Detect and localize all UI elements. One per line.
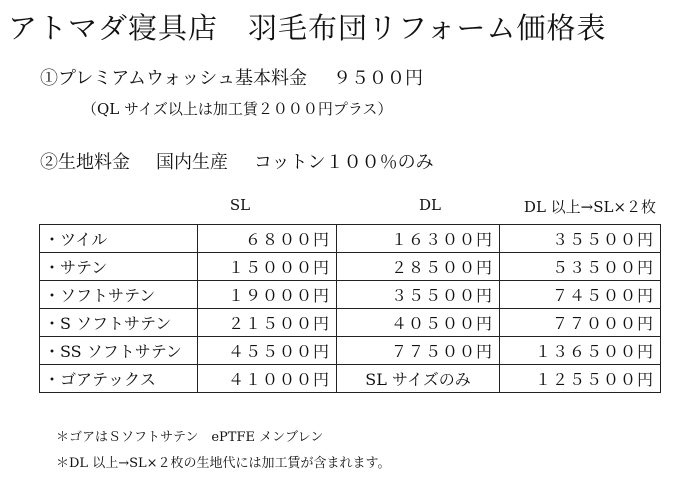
column-header-dl-plus: DL 以上→SL×２枚 xyxy=(523,198,657,216)
price-sl: ２１５００円 xyxy=(198,309,337,337)
fabric-name: ・ゴアテックス xyxy=(40,365,198,393)
price-dl: １６３００円 xyxy=(337,225,500,253)
footnote-gore: ＊ゴアはＳソフトサテン ePTFE メンブレン xyxy=(56,430,324,445)
table-row xyxy=(40,225,661,253)
price-dl: ２８５００円 xyxy=(337,253,500,281)
price-dl-plus: ７４５００円 xyxy=(500,281,661,309)
fabric-origin: 国内生産 xyxy=(156,152,228,173)
fabric-name: ・SS ソフトサテン xyxy=(40,337,198,365)
price-dl: ４０５００円 xyxy=(337,309,500,337)
price-dl: ３５５００円 xyxy=(337,281,500,309)
price-dl-plus: ７７０００円 xyxy=(500,309,661,337)
table-row xyxy=(40,253,661,281)
price-table xyxy=(39,224,661,393)
price-dl-plus: ５３５００円 xyxy=(500,253,661,281)
price-dl: SL サイズのみ xyxy=(337,365,500,393)
fabric-name: ・サテン xyxy=(40,253,198,281)
table-row xyxy=(40,365,661,393)
column-header-dl: DL xyxy=(419,196,441,214)
price-sl: ６８００円 xyxy=(198,225,337,253)
premium-wash-label: ①プレミアムウォッシュ基本料金 xyxy=(40,68,307,89)
fabric-name: ・S ソフトサテン xyxy=(40,309,198,337)
price-dl: ７７５００円 xyxy=(337,337,500,365)
price-dl-plus: １３６５００円 xyxy=(500,337,661,365)
table-row xyxy=(40,309,661,337)
price-sl: １９０００円 xyxy=(198,281,337,309)
price-sl: ４５５００円 xyxy=(198,337,337,365)
fabric-label: ②生地料金 xyxy=(40,152,130,173)
price-sl: ４１０００円 xyxy=(198,365,337,393)
page-title: アトマダ寝具店 羽毛布団リフォーム価格表 xyxy=(8,11,607,45)
table-row xyxy=(40,337,661,365)
premium-wash-price: ９５００円 xyxy=(332,68,423,89)
fabric-name: ・ソフトサテン xyxy=(40,281,198,309)
price-dl-plus: ３５５００円 xyxy=(500,225,661,253)
fabric-name: ・ツイル xyxy=(40,225,198,253)
table-row xyxy=(40,281,661,309)
premium-wash-line xyxy=(40,64,423,90)
column-header-sl: SL xyxy=(229,196,251,214)
price-sl: １５０００円 xyxy=(198,253,337,281)
price-dl-plus: １２５５００円 xyxy=(500,365,661,393)
premium-wash-note: （QL サイズ以上は加工賃２０００円プラス） xyxy=(82,100,393,118)
fabric-material: コットン１００％のみ xyxy=(254,152,434,173)
footnote-dl-plus: ＊DL 以上→SL×２枚の生地代には加工賃が含まれます。 xyxy=(56,456,391,471)
fabric-line xyxy=(40,148,434,174)
